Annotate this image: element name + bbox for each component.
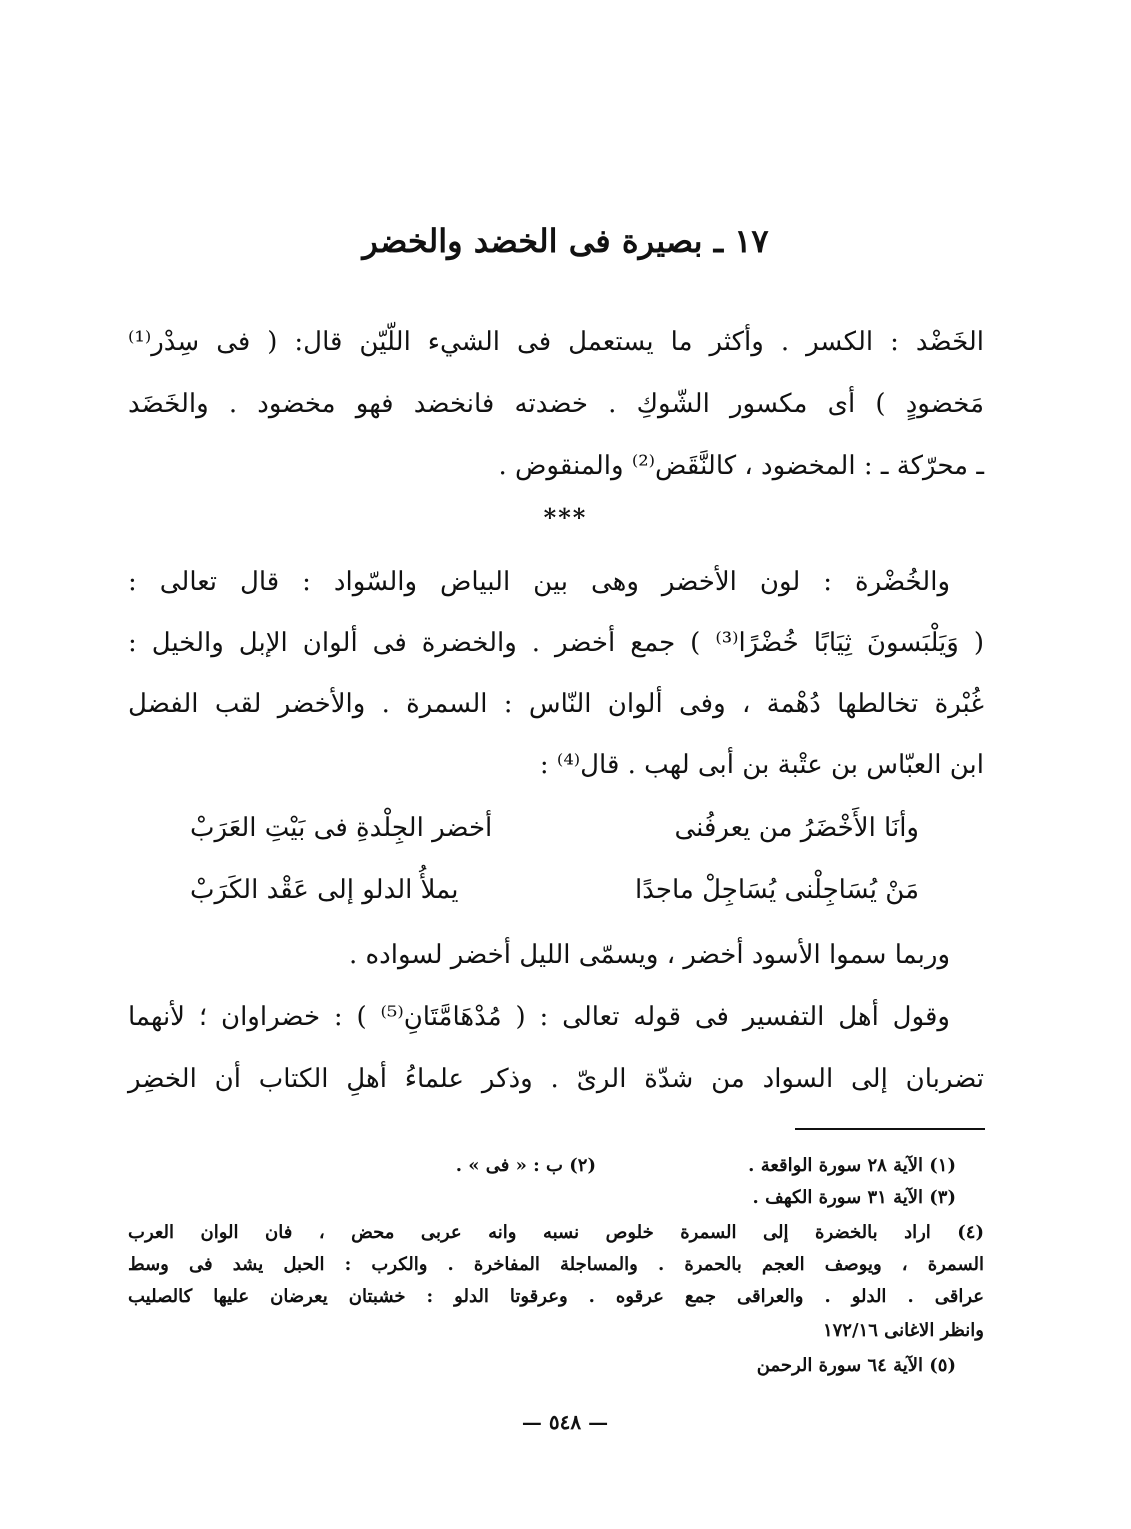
footnote-4-line-1: (٤) اراد بالخضرة إلى السمرة خلوص نسبه وانه عربى محض ، فان الوان العرب: [128, 1222, 984, 1243]
section-separator: ***: [543, 503, 588, 532]
paragraph2-line-3: غُبْرة تخالطها دُهْمة ، وفى ألوان النّاس : السمرة . والأخضر لقب الفضل: [128, 689, 984, 719]
paragraph1-line-3: ـ محرّكة ـ : المخضود ، كالنَّقَض⁽²⁾ والمنقوض .: [498, 451, 984, 481]
footnote-4-line-4: وانظر الاغانى ١٧٢/١٦: [822, 1320, 984, 1341]
footnote-3: (٣) الآية ٣١ سورة الكهف .: [752, 1187, 956, 1208]
paragraph2-line-1: والخُضْرة : لون الأخضر وهى بين البياض والسّواد : قال تعالى :: [128, 567, 950, 597]
paragraph1-line-1: الخَضْد : الكسر . وأكثر ما يستعمل فى الشيء اللّيّن قال: ( فى سِدْر⁽¹⁾: [128, 327, 984, 357]
footnote-5: (٥) الآية ٦٤ سورة الرحمن: [756, 1355, 956, 1376]
paragraph3-line-1: وربما سموا الأسود أخضر ، ويسمّى الليل أخضر لسواده .: [349, 940, 950, 970]
verse-1-second-hemistich: أخضر الجِلْدةِ فى بَيْتِ العَرَبْ: [190, 813, 493, 843]
paragraph4-line-2: تضربان إلى السواد من شدّة الرىّ . وذكر علماءُ أهلِ الكتاب أن الخضِر: [128, 1064, 984, 1094]
paragraph4-line-1: وقول أهل التفسير فى قوله تعالى : ( مُدْهَامَّتَانِ⁽⁵⁾ ) : خضراوان ؛ لأنهما: [128, 1002, 950, 1032]
paragraph2-line-4: ابن العبّاس بن عتْبة بن أبى لهب . قال⁽⁴⁾ :: [539, 750, 984, 780]
verse-2-second-hemistich: يملأُ الدلو إلى عَقْد الكَرَبْ: [190, 875, 459, 905]
page-number: — ٥٤٨ —: [521, 1410, 609, 1434]
paragraph1-line-2: مَخضودٍ ) أى مكسور الشّوكِ . خضدته فانخضد فهو مخضود . والخَضَد: [128, 389, 984, 419]
footnote-2: (٢) ب : « فى » .: [455, 1155, 596, 1176]
footnote-4-line-3: عراقى . الدلو . والعراقى جمع عرقوه . وعرقوتا الدلو : خشبتان يعرضان عليها كالصليب: [128, 1286, 984, 1307]
paragraph2-line-2: ( وَيَلْبَسونَ ثِيَابًا خُضْرًا⁽³⁾ ) جمع أخضر . والخضرة فى ألوان الإبل والخيل :: [128, 628, 984, 658]
section-heading: ١٧ ـ بصيرة فى الخضد والخضر: [362, 222, 769, 260]
footnote-1: (١) الآية ٢٨ سورة الواقعة .: [748, 1155, 956, 1176]
footnote-divider: [795, 1128, 985, 1130]
verse-1-first-hemistich: وأنَا الأَخْضَرُ من يعرفُنى: [674, 813, 919, 843]
footnote-4-line-2: السمرة ، ويوصف العجم بالحمرة . والمساجلة المفاخرة . والكرب : الحبل يشد فى وسط: [128, 1254, 984, 1275]
verse-2-first-hemistich: مَنْ يُسَاجِلْنى يُسَاجِلْ ماجدًا: [635, 875, 919, 905]
